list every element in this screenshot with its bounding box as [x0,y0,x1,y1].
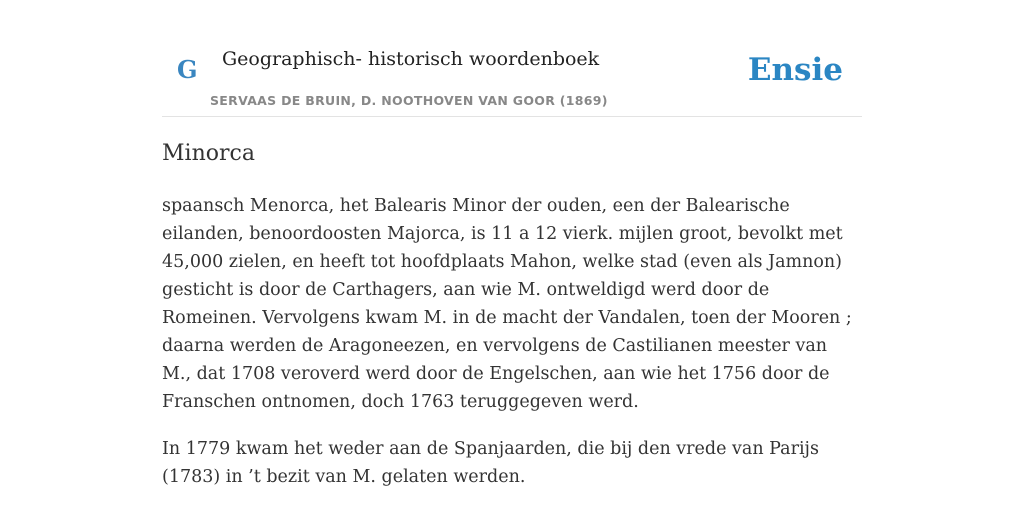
entry-body [162,192,862,491]
entry-paragraph: spaansch Menorca, het Balearis Minor der ouden, een der Balearische eilanden, benoordoosten Majorca, is 11 a 12 vierk. mijlen groot, bevolkt met 45,000 zielen, en heeft tot hoofdplaats Mahon, welke stad (even als Jamnon) gesticht is door de Carthagers, aan wie M. ontweldigd werd door de Romeinen. Vervolgens kwam M. in de macht der Vandalen, toen der Mooren ; daarna werden de Aragoneezen, en vervolgens de Castilianen meester van M., dat 1708 veroverd werd door de Engelschen, aan wie het 1756 door de Franschen ontnomen, doch 1763 teruggegeven werd. [162,196,852,412]
entry-paragraph: In 1779 kwam het weder aan de Spanjaarden, die bij den vrede van Parijs (1783) in ’t bezit van M. gelaten werden. [162,439,819,487]
ensie-logo[interactable]: Ensie [747,52,843,88]
entry-title: Minorca [162,141,255,166]
book-title-link[interactable]: Geographisch- historisch woordenboek [222,48,600,70]
entry-article [162,136,862,510]
book-initial-icon[interactable]: G [177,55,198,84]
book-header [162,0,862,117]
book-authors: SERVAAS DE BRUIN, D. NOOTHOVEN VAN GOOR (1869) [210,93,608,108]
